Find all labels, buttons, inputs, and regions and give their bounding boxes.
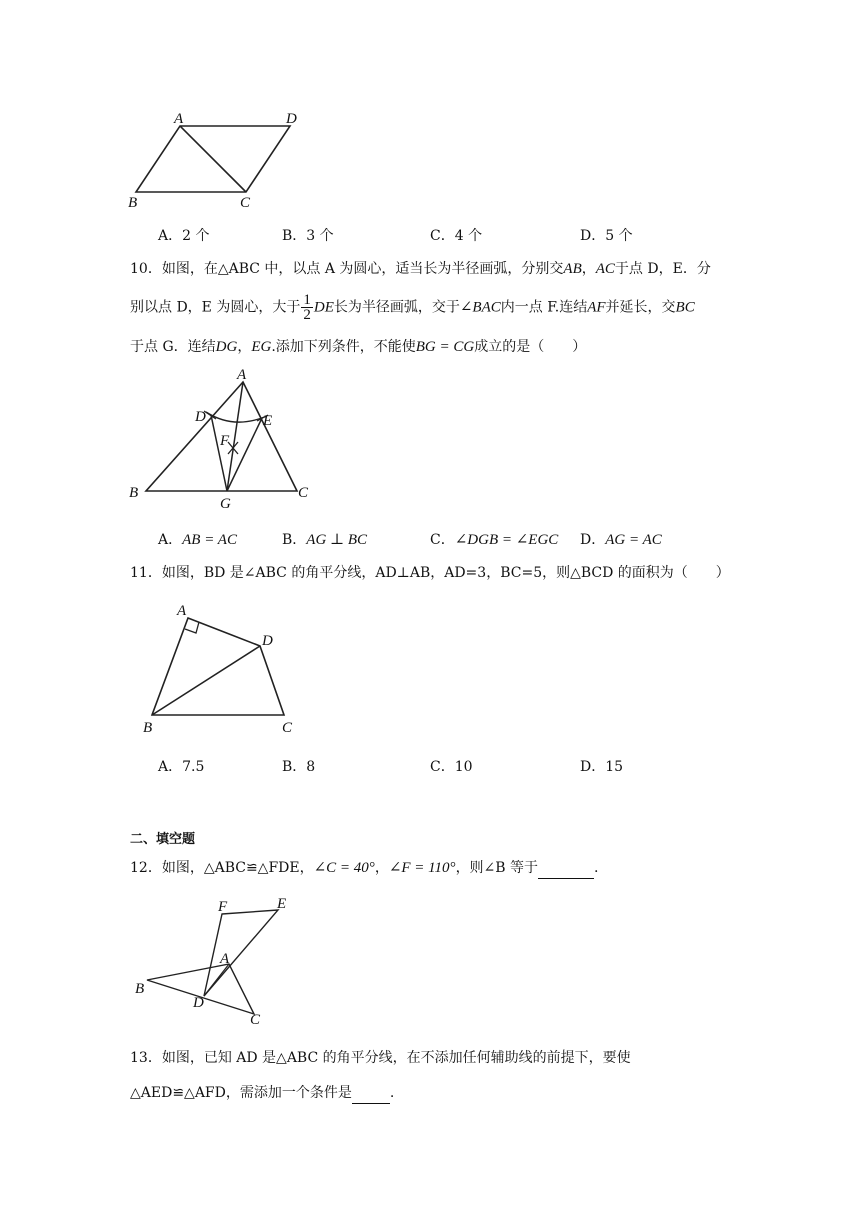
label-b: B [129, 485, 139, 501]
q12-stem: 12．如图，△ABC≌△FDE，∠C = 40°，∠F = 110°，则∠B 等于 . [130, 858, 750, 879]
answer-blank[interactable] [538, 858, 594, 879]
q9-option-d[interactable]: D．5 个 [580, 228, 633, 244]
label-a: A [237, 367, 247, 383]
q13-stem-line1: 13．如图，已知 AD 是△ABC 的角平分线，在不添加任何辅助线的前提下，要使 [130, 1050, 631, 1066]
q10-option-a[interactable]: A．AB = AC [158, 532, 237, 548]
right-angle-mark [185, 622, 199, 633]
segment-dg [211, 415, 227, 491]
q11-option-a[interactable]: A．7.5 [158, 759, 205, 775]
q10-option-c[interactable]: C．∠DGB = ∠EGC [430, 532, 559, 548]
label-e: E [277, 896, 287, 912]
label-g: G [220, 496, 231, 512]
q10-option-b[interactable]: B．AG ⊥ BC [282, 532, 368, 548]
label-b: B [135, 981, 145, 997]
label-b: B [128, 195, 138, 211]
q13-stem-line2: △AED≌△AFD，需添加一个条件是 . [130, 1083, 750, 1104]
label-a: A [220, 951, 230, 967]
q11-figure [130, 598, 310, 738]
fraction-one-half: $\frac{1}{2}$ [303, 292, 311, 323]
q9-option-b[interactable]: B．3 个 [282, 228, 334, 244]
q9-figure [120, 108, 310, 212]
label-d: D [262, 633, 273, 649]
label-b: B [143, 720, 153, 736]
q11-stem: 11．如图，BD 是∠ABC 的角平分线，AD⊥AB，AD=3，BC=5，则△BCD 的面积为（ ） [130, 565, 730, 581]
q10-stem-line3: 于点 G．连结DG，EG.添加下列条件，不能使BG = CG成立的是（ ） [130, 339, 587, 355]
label-c: C [282, 720, 293, 736]
label-f: F [220, 433, 230, 449]
diagonal-ac [180, 126, 246, 192]
q11-option-c[interactable]: C．10 [430, 759, 473, 775]
label-c: C [298, 485, 309, 501]
q10-figure [120, 366, 330, 514]
q10-stem-line2: 别以点 D，E 为圆心，大于 $\frac{1}{2}$ DE长为半径画弧，交于∠BAC内一点 F.连结AF并延长，交BC [130, 292, 695, 323]
q10-stem-line1: 10．如图，在△ABC 中，以点 A 为圆心，适当长为半径画弧，分别交AB，AC于点 D，E．分 [130, 261, 711, 277]
label-d: D [286, 111, 297, 127]
q10-option-d[interactable]: D．AG = AC [580, 532, 662, 548]
section-title-fill-in: 二、填空题 [130, 832, 196, 847]
label-f: F [218, 899, 228, 915]
label-a: A [174, 111, 184, 127]
label-a: A [177, 603, 187, 619]
label-c: C [250, 1012, 261, 1028]
q9-option-a[interactable]: A．2 个 [158, 228, 210, 244]
segment-bd [152, 646, 260, 715]
label-e: E [263, 413, 273, 429]
triangle-fde [204, 910, 278, 996]
label-d: D [193, 995, 204, 1011]
q9-option-c[interactable]: C．4 个 [430, 228, 483, 244]
q11-option-d[interactable]: D．15 [580, 759, 624, 775]
q12-figure [130, 894, 310, 1030]
label-c: C [240, 195, 251, 211]
answer-blank[interactable] [352, 1083, 390, 1104]
label-d: D [195, 409, 206, 425]
q11-option-b[interactable]: B．8 [282, 759, 316, 775]
